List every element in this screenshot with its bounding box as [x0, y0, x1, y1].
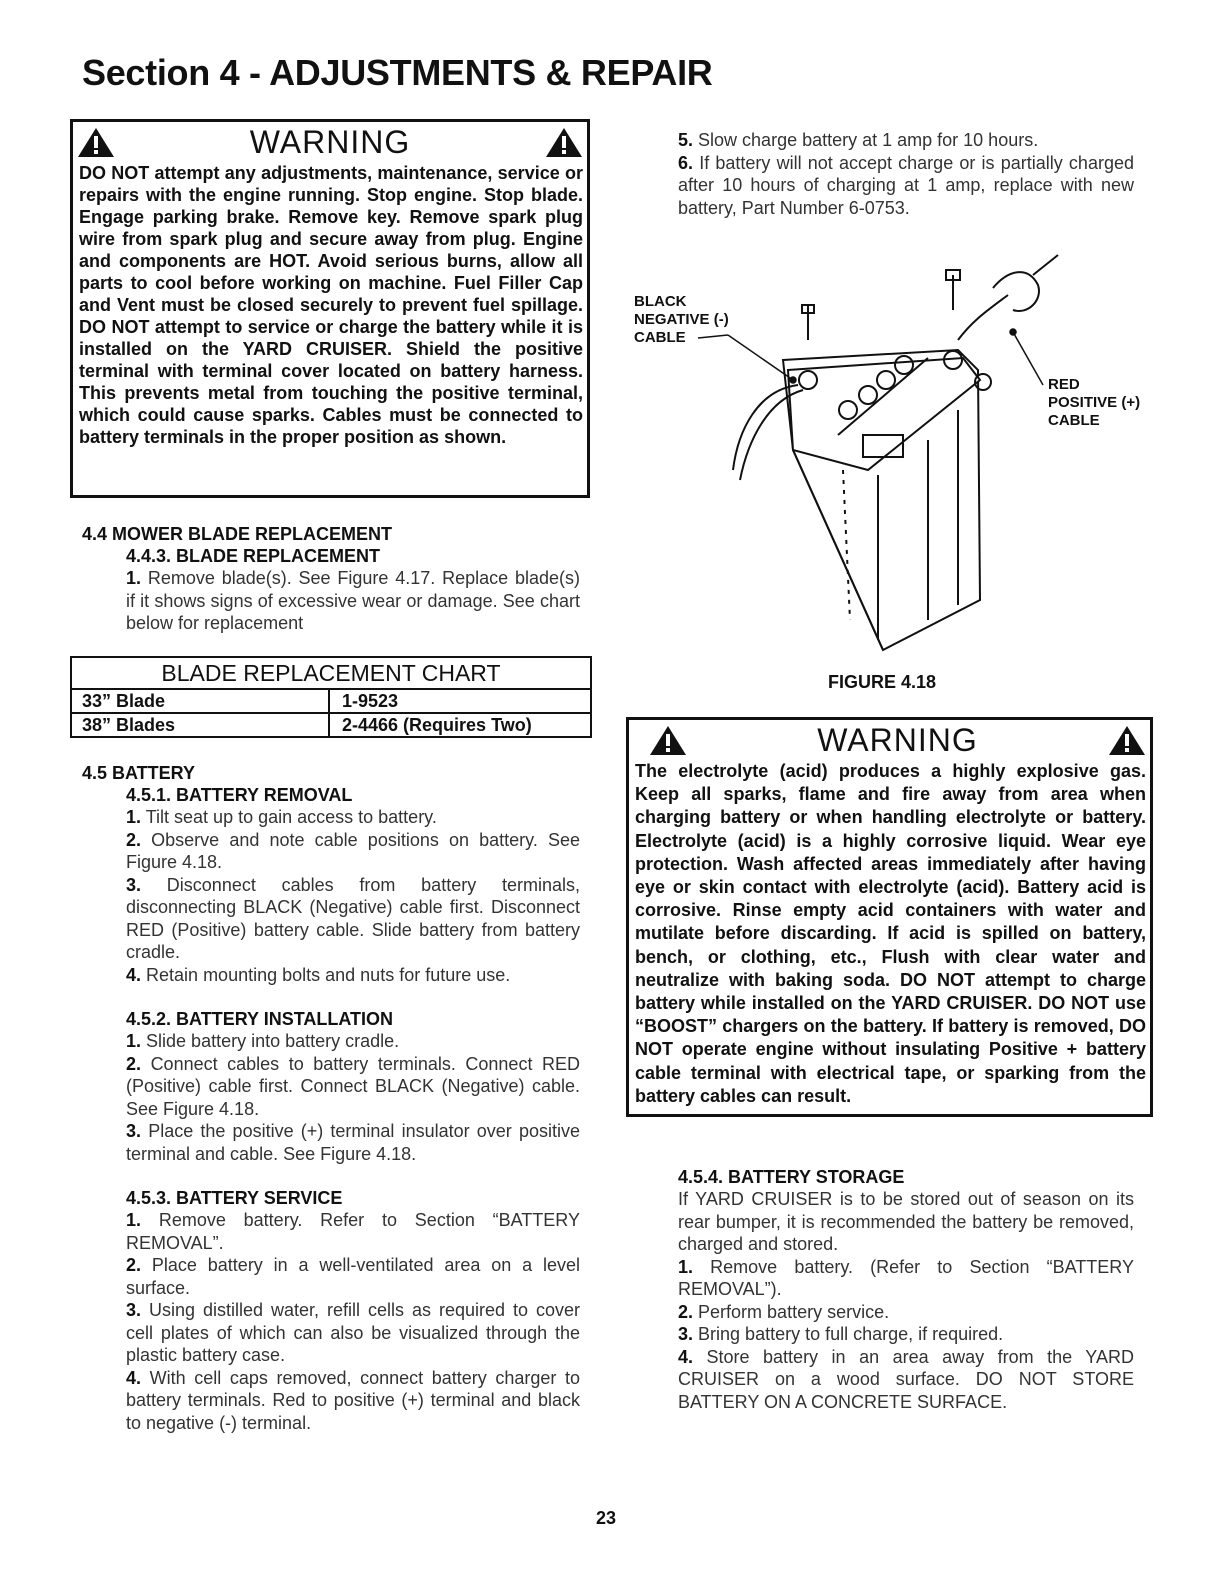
- step: 3. Place the positive (+) terminal insulator over positive terminal and cable. See Figure 4.18.: [126, 1121, 580, 1164]
- step: 2. Place battery in a well-ventilated area on a level surface.: [126, 1255, 580, 1298]
- table-cell: 1-9523: [342, 691, 399, 711]
- step: 2. Observe and note cable positions on battery. See Figure 4.18.: [126, 829, 580, 872]
- warning-triangle-icon: [649, 724, 687, 756]
- figure-caption: FIGURE 4.18: [828, 672, 937, 692]
- section-4-4: [82, 523, 580, 635]
- warning-heading: WARNING: [817, 722, 978, 758]
- figure-label-positive: RED POSITIVE (+) CABLE: [1048, 376, 1141, 429]
- battery-storage: [678, 1166, 1134, 1413]
- section-heading: 4.5 BATTERY: [82, 763, 196, 783]
- table-cell: 2-4466 (Requires Two): [342, 715, 532, 735]
- warning-box-engine: [70, 119, 590, 498]
- subsection-heading: 4.5.4. BATTERY STORAGE: [678, 1167, 905, 1187]
- warning-header: [629, 720, 1150, 760]
- step: 1. Remove blade(s). See Figure 4.17. Replace blade(s) if it shows signs of excessive wear or damage. See chart below for replacement: [126, 568, 580, 633]
- step: 2. Connect cables to battery terminals. Connect RED (Positive) cable first. Connect BLACK (Negative) cable. See Figure 4.18.: [126, 1053, 580, 1119]
- step: 1. Slide battery into battery cradle.: [126, 1031, 400, 1051]
- figure-4-18: [628, 240, 1168, 700]
- chart-title: BLADE REPLACEMENT CHART: [72, 658, 590, 690]
- warning-triangle-icon: [545, 126, 583, 158]
- step: 4. Retain mounting bolts and nuts for future use.: [126, 964, 511, 985]
- blade-replacement-chart: [70, 656, 592, 738]
- step-list: [126, 1030, 580, 1165]
- subsection-heading: 4.5.2. BATTERY INSTALLATION: [126, 1009, 394, 1029]
- step: 3. Bring battery to full charge, if required.: [678, 1324, 1004, 1344]
- warning-text: The electrolyte (acid) produces a highly explosive gas. Keep all sparks, flame and fire away from area when charging battery or when handling electrolyte or battery. Electrolyte (acid) is a highly corrosive liquid. Wear eye protection. Wash affected areas immediately after having eye or skin contact with electrolyte (acid). Battery acid is corrosive. Rinse empty acid containers with water and mutilate before discarding. If acid is spilled on battery, bench, or clothing, etc., Flush with clear water and neutralize with baking soda. DO NOT attempt to charge battery while installed on the YARD CRUISER. DO NOT use “BOOST” chargers on the battery. If battery is removed, DO NOT operate engine without insulating Positive + battery cable terminal with electrical tape, or sparking from the battery cables can result.: [635, 761, 1146, 1106]
- table-row: [72, 690, 590, 714]
- subsection-heading: 4.4.3. BLADE REPLACEMENT: [126, 546, 381, 566]
- step: 3. Disconnect cables from battery terminals, disconnecting BLACK (Negative) cable first. Disconnect RED (Positive) battery cable. Slide battery from battery cradle.: [126, 874, 580, 962]
- page-number: 23: [596, 1508, 617, 1528]
- warning-triangle-icon: [1108, 724, 1146, 756]
- warning-text: DO NOT attempt any adjustments, maintenance, service or repairs with the engine running. Stop engine. Stop blade. Engage parking brake. Remove key. Remove spark plug wire from spark plug and secure away from plug. Engine and components are HOT. Avoid serious burns, allow all parts to cool before working on machine. Fuel Filler Cap and Vent must be closed securely to prevent fuel spillage. DO NOT attempt to service or charge the battery while it is installed on the YARD CRUISER. Shield the positive terminal with terminal cover located on battery harness. This prevents metal from touching the positive terminal, which could cause sparks. Cables must be connected to battery terminals in the proper position as shown.: [79, 163, 583, 447]
- step-list: [126, 806, 580, 986]
- battery-service-continued: [678, 129, 1134, 219]
- subsection-heading: 4.5.1. BATTERY REMOVAL: [126, 785, 353, 805]
- page-title: Section 4 - ADJUSTMENTS & REPAIR: [82, 52, 713, 93]
- step: 3. Using distilled water, refill cells as required to cover cell plates of which can also be visualized through the plastic battery case.: [126, 1300, 580, 1365]
- step: 6. If battery will not accept charge or is partially charged after 10 hours of charging at 1 amp, replace with new battery, Part Number 6-0753.: [678, 152, 1134, 218]
- intro: If YARD CRUISER is to be stored out of season on its rear bumper, it is recommended the battery be removed, charged and stored.: [678, 1189, 1134, 1254]
- step: 1. Remove battery. (Refer to Section “BATTERY REMOVAL”).: [678, 1256, 1134, 1299]
- table-cell: 38” Blades: [72, 714, 330, 736]
- step: 1. Tilt seat up to gain access to battery.: [126, 807, 437, 827]
- step: 2. Perform battery service.: [678, 1301, 890, 1322]
- step: 4. Store battery in an area away from the YARD CRUISER on a wood surface. DO NOT STORE BATTERY ON A CONCRETE SURFACE.: [678, 1346, 1134, 1412]
- table-row: [72, 714, 590, 736]
- figure-label-negative: BLACK NEGATIVE (-) CABLE: [634, 293, 729, 346]
- step: 4. With cell caps removed, connect battery charger to battery terminals. Red to positive (+) terminal and black to negative (-) terminal.: [126, 1367, 580, 1433]
- step-list: [126, 1209, 580, 1434]
- table-cell: 33” Blade: [72, 690, 330, 712]
- warning-box-electrolyte: [626, 717, 1153, 1117]
- section-4-5: [82, 762, 580, 1434]
- section-heading: 4.4 MOWER BLADE REPLACEMENT: [82, 524, 393, 544]
- subsection-heading: 4.5.3. BATTERY SERVICE: [126, 1188, 343, 1208]
- warning-header: [73, 122, 587, 162]
- warning-heading: WARNING: [249, 124, 411, 160]
- step: 5. Slow charge battery at 1 amp for 10 hours.: [678, 130, 1039, 150]
- warning-triangle-icon: [77, 126, 115, 158]
- step: 1. Remove battery. Refer to Section “BATTERY REMOVAL”.: [126, 1210, 580, 1253]
- step-list: [678, 1188, 1134, 1413]
